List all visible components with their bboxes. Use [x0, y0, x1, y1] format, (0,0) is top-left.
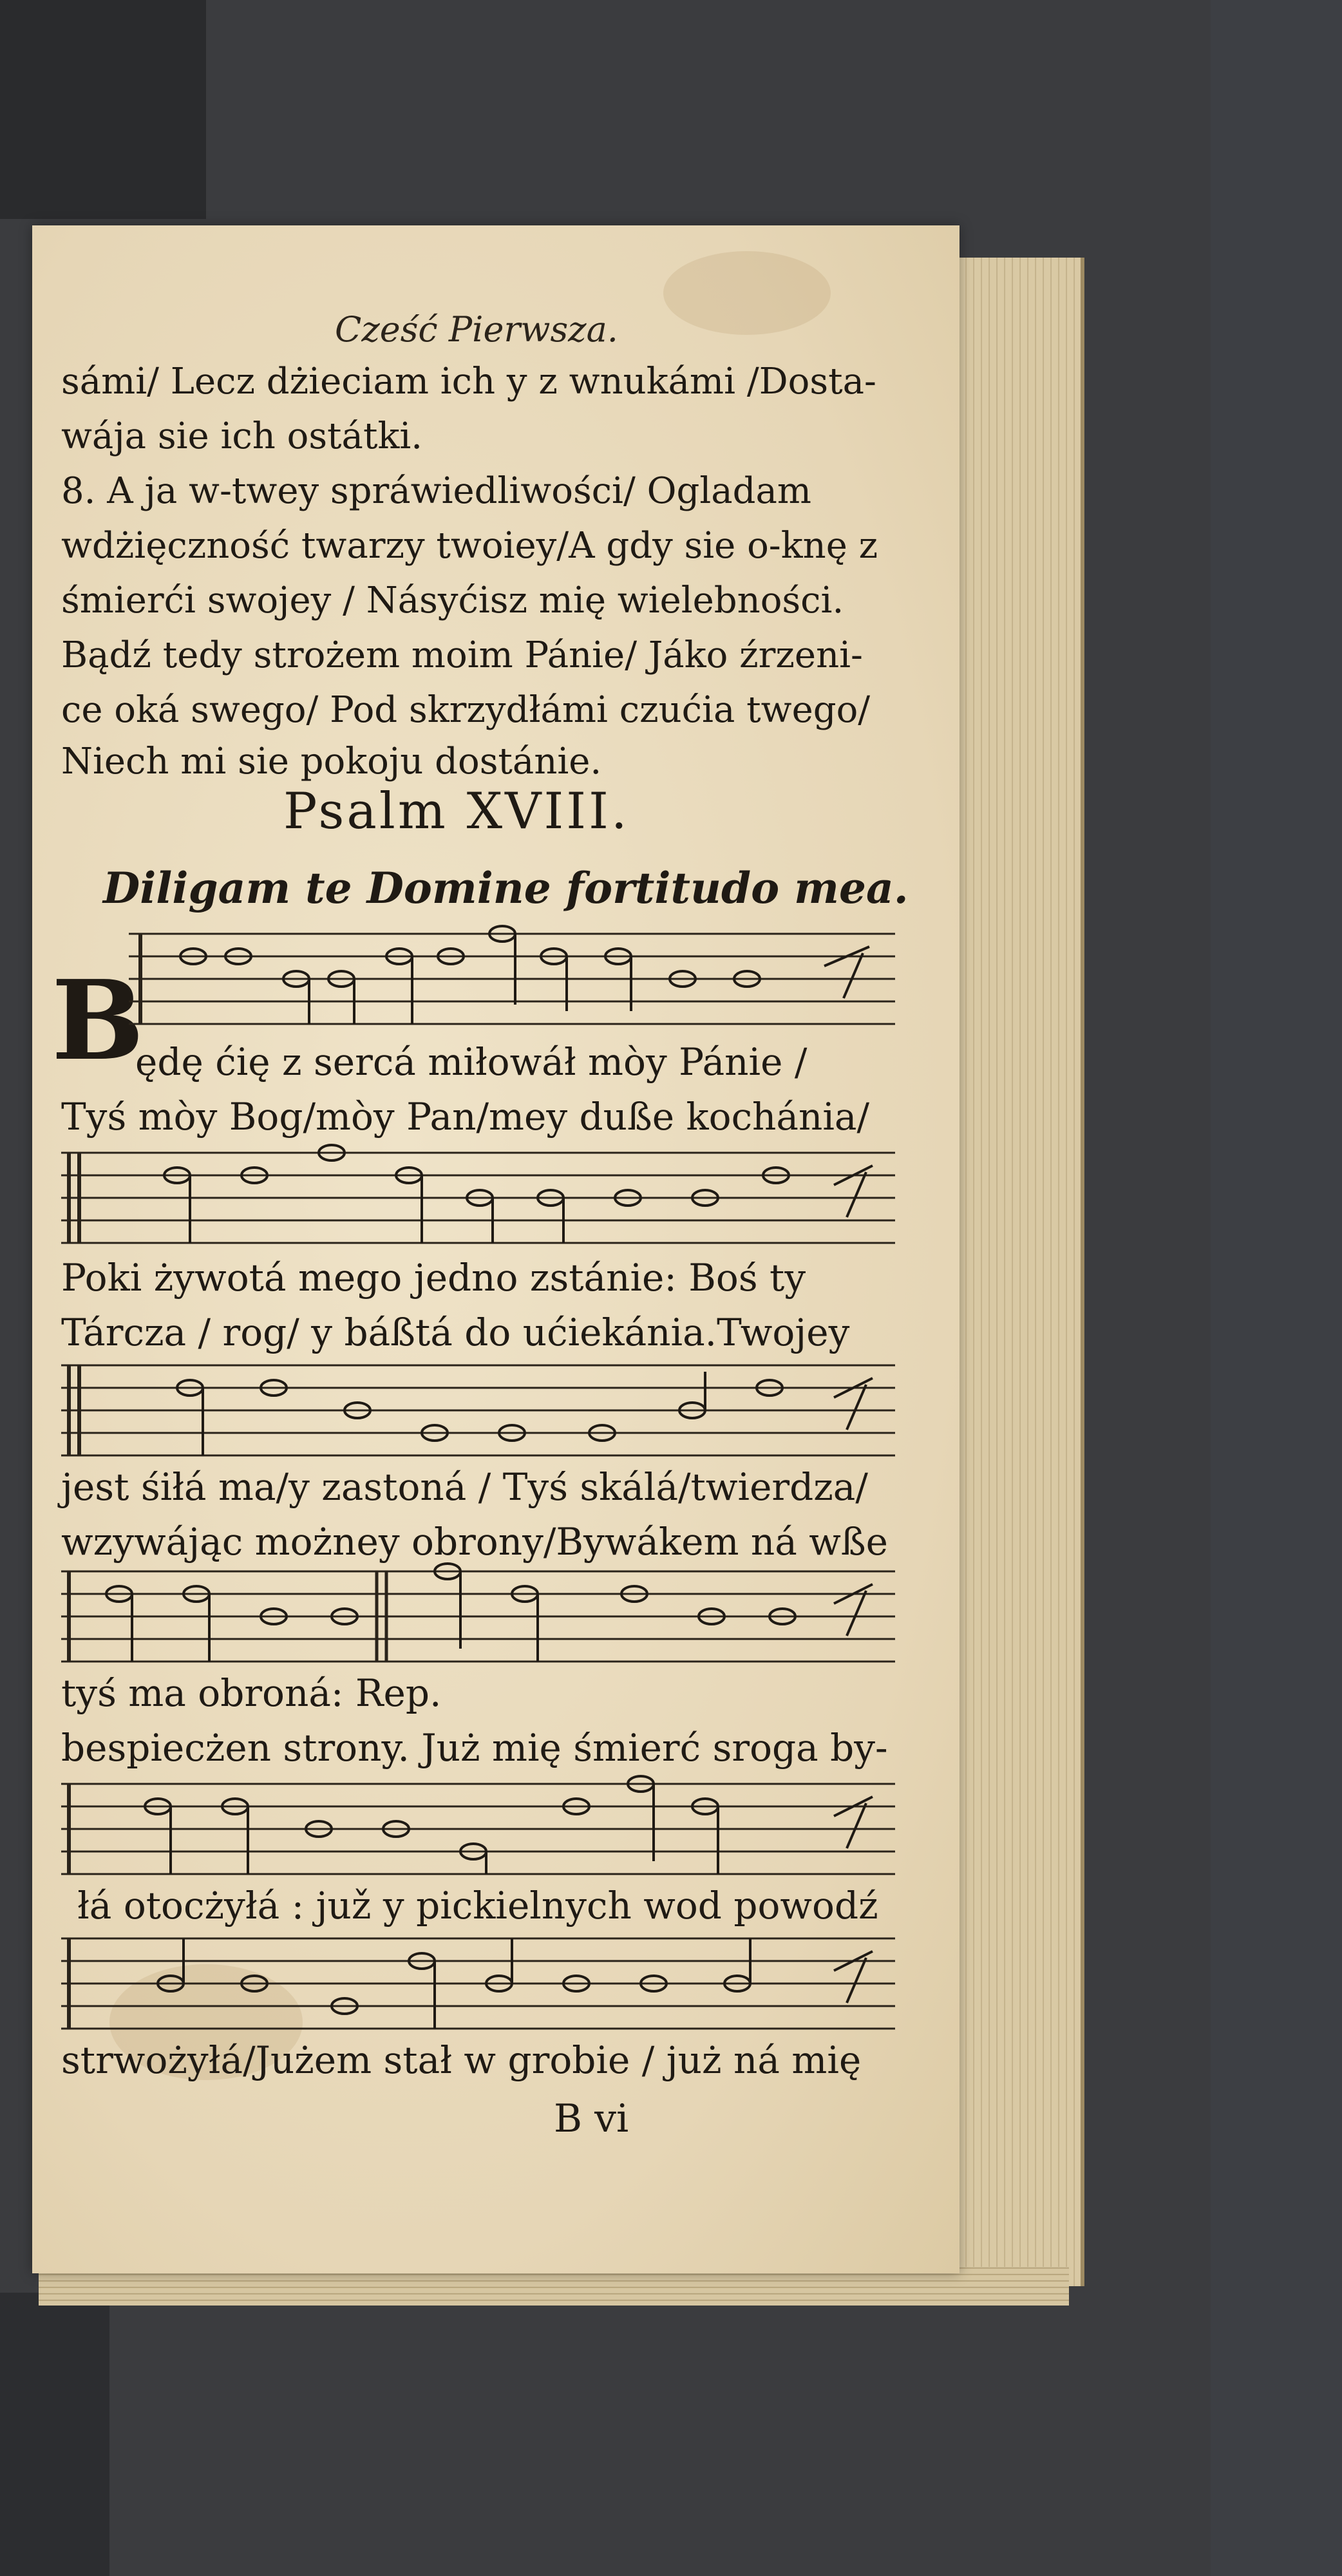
music-staff [129, 921, 895, 1030]
psalm-title: Psalm XVIII. [283, 782, 630, 840]
music-staff [61, 1352, 895, 1462]
lyric-line: Tyś mòy Bog/mòy Pan/mey duße kochánia/ [61, 1095, 870, 1139]
page-edges-stack [952, 258, 1084, 2286]
body-line: Niech mi sie pokoju dostánie. [61, 741, 602, 782]
body-line: Bądź tedy strożem moim Pánie/ Jáko źrzeni- [61, 634, 863, 676]
lyric-line: łá otocżyłá : juž y pickielnych wod powodź [77, 1884, 878, 1927]
paper-stain [663, 251, 831, 335]
lyric-line: strwożyłá/Jużem stał w grobie / już ná mię [61, 2038, 862, 2082]
signature-mark: B vi [554, 2096, 629, 2141]
music-staff [61, 1140, 895, 1249]
music-staff [61, 1558, 895, 1668]
lyric-line: ędę ćię z sercá miłowáł mòy Pánie / [135, 1040, 808, 1084]
body-line: ce oká swego/ Pod skrzydłámi czućia twego/ [61, 689, 871, 731]
body-line: śmierći swojey / Násyćisz mię wielebności. [61, 580, 844, 621]
incipit-latin: Diligam te Domine fortitudo mea. [103, 863, 909, 913]
body-line: wája sie ich ostátki. [61, 415, 423, 457]
lyric-line: bespiecżen strony. Już mię śmierć sroga by- [61, 1726, 888, 1770]
music-staff [61, 1771, 895, 1880]
lyric-line: wzywájąc możney obrony/Bywákem ná wße [61, 1520, 888, 1564]
lyric-line: Poki żywotá mego jedno zstánie: Boś ty [61, 1256, 806, 1300]
lyric-line: tyś ma obroná: Rep. [61, 1671, 442, 1715]
lyric-line: jest śiłá ma/y zastoná / Tyś skálá/twierdza/ [61, 1465, 868, 1509]
body-line: sámi/ Lecz dżieciam ich y z wnukámi /Dosta- [61, 361, 876, 402]
music-staff [61, 1926, 895, 2035]
body-line: 8. A ja w-twey spráwiedliwości/ Ogladam [61, 470, 812, 512]
drop-cap-initial: B [52, 956, 144, 1085]
running-head: Cześć Pierwsza. [335, 309, 618, 350]
body-line: wdżięczność twarzy twoiey/A gdy sie o-knę z [61, 525, 878, 567]
lyric-line: Tárcza / rog/ y báßtá do ućiekánia.Twojey [61, 1311, 850, 1354]
